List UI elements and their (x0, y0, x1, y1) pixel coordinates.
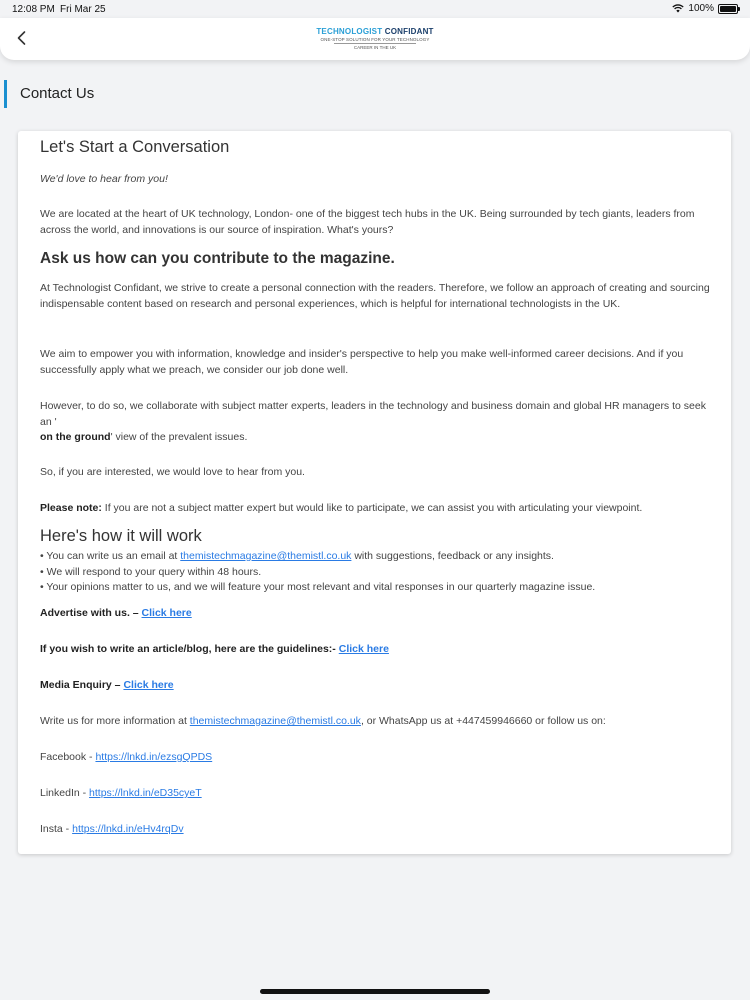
facebook-label: Facebook - (40, 751, 96, 763)
brand-logo (316, 27, 434, 50)
linkedin-link[interactable]: https://lnkd.in/eD35cyeT (89, 787, 202, 799)
linkedin-label: LinkedIn - (40, 787, 90, 799)
media-enquiry-row (40, 678, 715, 694)
write-us-row (40, 714, 715, 730)
page-title: Contact Us (20, 85, 95, 102)
collaborate-bold: on the ground (40, 431, 111, 443)
status-bar (0, 0, 750, 20)
advertise-label: Advertise with us. – (40, 607, 142, 619)
top-nav-bar (0, 18, 750, 60)
advertise-link[interactable]: Click here (141, 607, 192, 619)
guidelines-label: If you wish to write an article/blog, here are the guidelines:- (40, 643, 339, 655)
chevron-left-icon (12, 28, 32, 48)
bullet-1-text-b: with suggestions, feedback or any insights. (351, 550, 554, 562)
list-item: • Your opinions matter to us, and we will feature your most relevant and vital responses in our quarterly magazine issue. (40, 581, 596, 593)
contribute-heading: Ask us how can you contribute to the magazine. (40, 250, 395, 267)
insta-row (40, 822, 715, 838)
insta-label: Insta - (40, 823, 73, 835)
battery-icon (718, 4, 738, 14)
logo-part2: CONFIDANT (384, 27, 434, 36)
status-right (672, 3, 738, 14)
wifi-icon (672, 4, 684, 13)
status-date: Fri Mar 25 (60, 4, 106, 15)
logo-part1: TECHNOLOGIST (316, 27, 385, 36)
logo-tagline-2: CAREER IN THE UK (334, 43, 416, 50)
how-it-works-heading: Here's how it will work (40, 527, 202, 545)
linkedin-row (40, 786, 715, 802)
note-text: If you are not a subject matter expert but would like to participate, we can assist you with articulating your viewpoint. (101, 502, 643, 514)
bullet-1-text-a: • You can write us an email at (40, 550, 181, 562)
list-item: • We will respond to your query within 48 hours. (40, 565, 262, 578)
guidelines-link[interactable]: Click here (338, 643, 389, 655)
conversation-heading: Let's Start a Conversation (40, 138, 230, 156)
how-it-works-list (40, 549, 715, 596)
write-us-text-a: Write us for more information at (40, 715, 190, 727)
insta-link[interactable]: https://lnkd.in/eHv4rqDv (72, 823, 184, 835)
media-enquiry-link[interactable]: Click here (123, 679, 174, 691)
media-label: Media Enquiry – (40, 679, 124, 691)
contact-card (18, 131, 731, 854)
status-time: 12:08 PM (12, 4, 55, 15)
note-paragraph (40, 501, 715, 517)
approach-paragraph: At Technologist Confidant, we strive to create a personal connection with the readers. Therefore, we follow an approach of creating and sourcing indispensable content based on research and personal experiences, which is helpful for international technologists in the UK. (40, 282, 710, 310)
collaborate-text-a: However, to do so, we collaborate with subject matter experts, leaders in the technology and business domain and global HR managers to seek an ' (40, 400, 706, 428)
facebook-link[interactable]: https://lnkd.in/ezsgQPDS (95, 751, 213, 763)
home-indicator[interactable] (260, 989, 490, 994)
write-us-text-b: , or WhatsApp us at +447459946660 or follow us on: (360, 715, 606, 727)
collaborate-paragraph (40, 399, 715, 446)
battery-fill (720, 6, 736, 12)
note-label: Please note: (40, 502, 102, 514)
page-heading (4, 80, 94, 108)
back-button[interactable] (12, 28, 32, 48)
empower-paragraph: We aim to empower you with information, knowledge and insider's perspective to help you make well-informed career decisions. And if you successfully apply what we preach, we consider our job done well. (40, 348, 684, 376)
list-item (40, 549, 715, 565)
collaborate-text-b: ' view of the prevalent issues. (110, 431, 248, 443)
conversation-subheading: We'd love to hear from you! (40, 173, 168, 185)
interested-paragraph: So, if you are interested, we would love to hear from you. (40, 466, 305, 478)
logo-wordmark (316, 27, 434, 36)
battery-percent: 100% (688, 3, 714, 14)
logo-tagline: ONE-STOP SOLUTION FOR YOUR TECHNOLOGY (320, 37, 430, 42)
guidelines-row (40, 642, 715, 658)
facebook-row (40, 750, 715, 766)
intro-paragraph: We are located at the heart of UK technology, London- one of the biggest tech hubs in the UK. Being surrounded by tech giants, leaders from across the world, and innovations is our source of inspiration. What's yours? (40, 208, 695, 236)
advertise-row (40, 606, 715, 622)
email-link[interactable]: themistechmagazine@themistl.co.uk (180, 550, 352, 562)
write-email-link[interactable]: themistechmagazine@themistl.co.uk (189, 715, 361, 727)
